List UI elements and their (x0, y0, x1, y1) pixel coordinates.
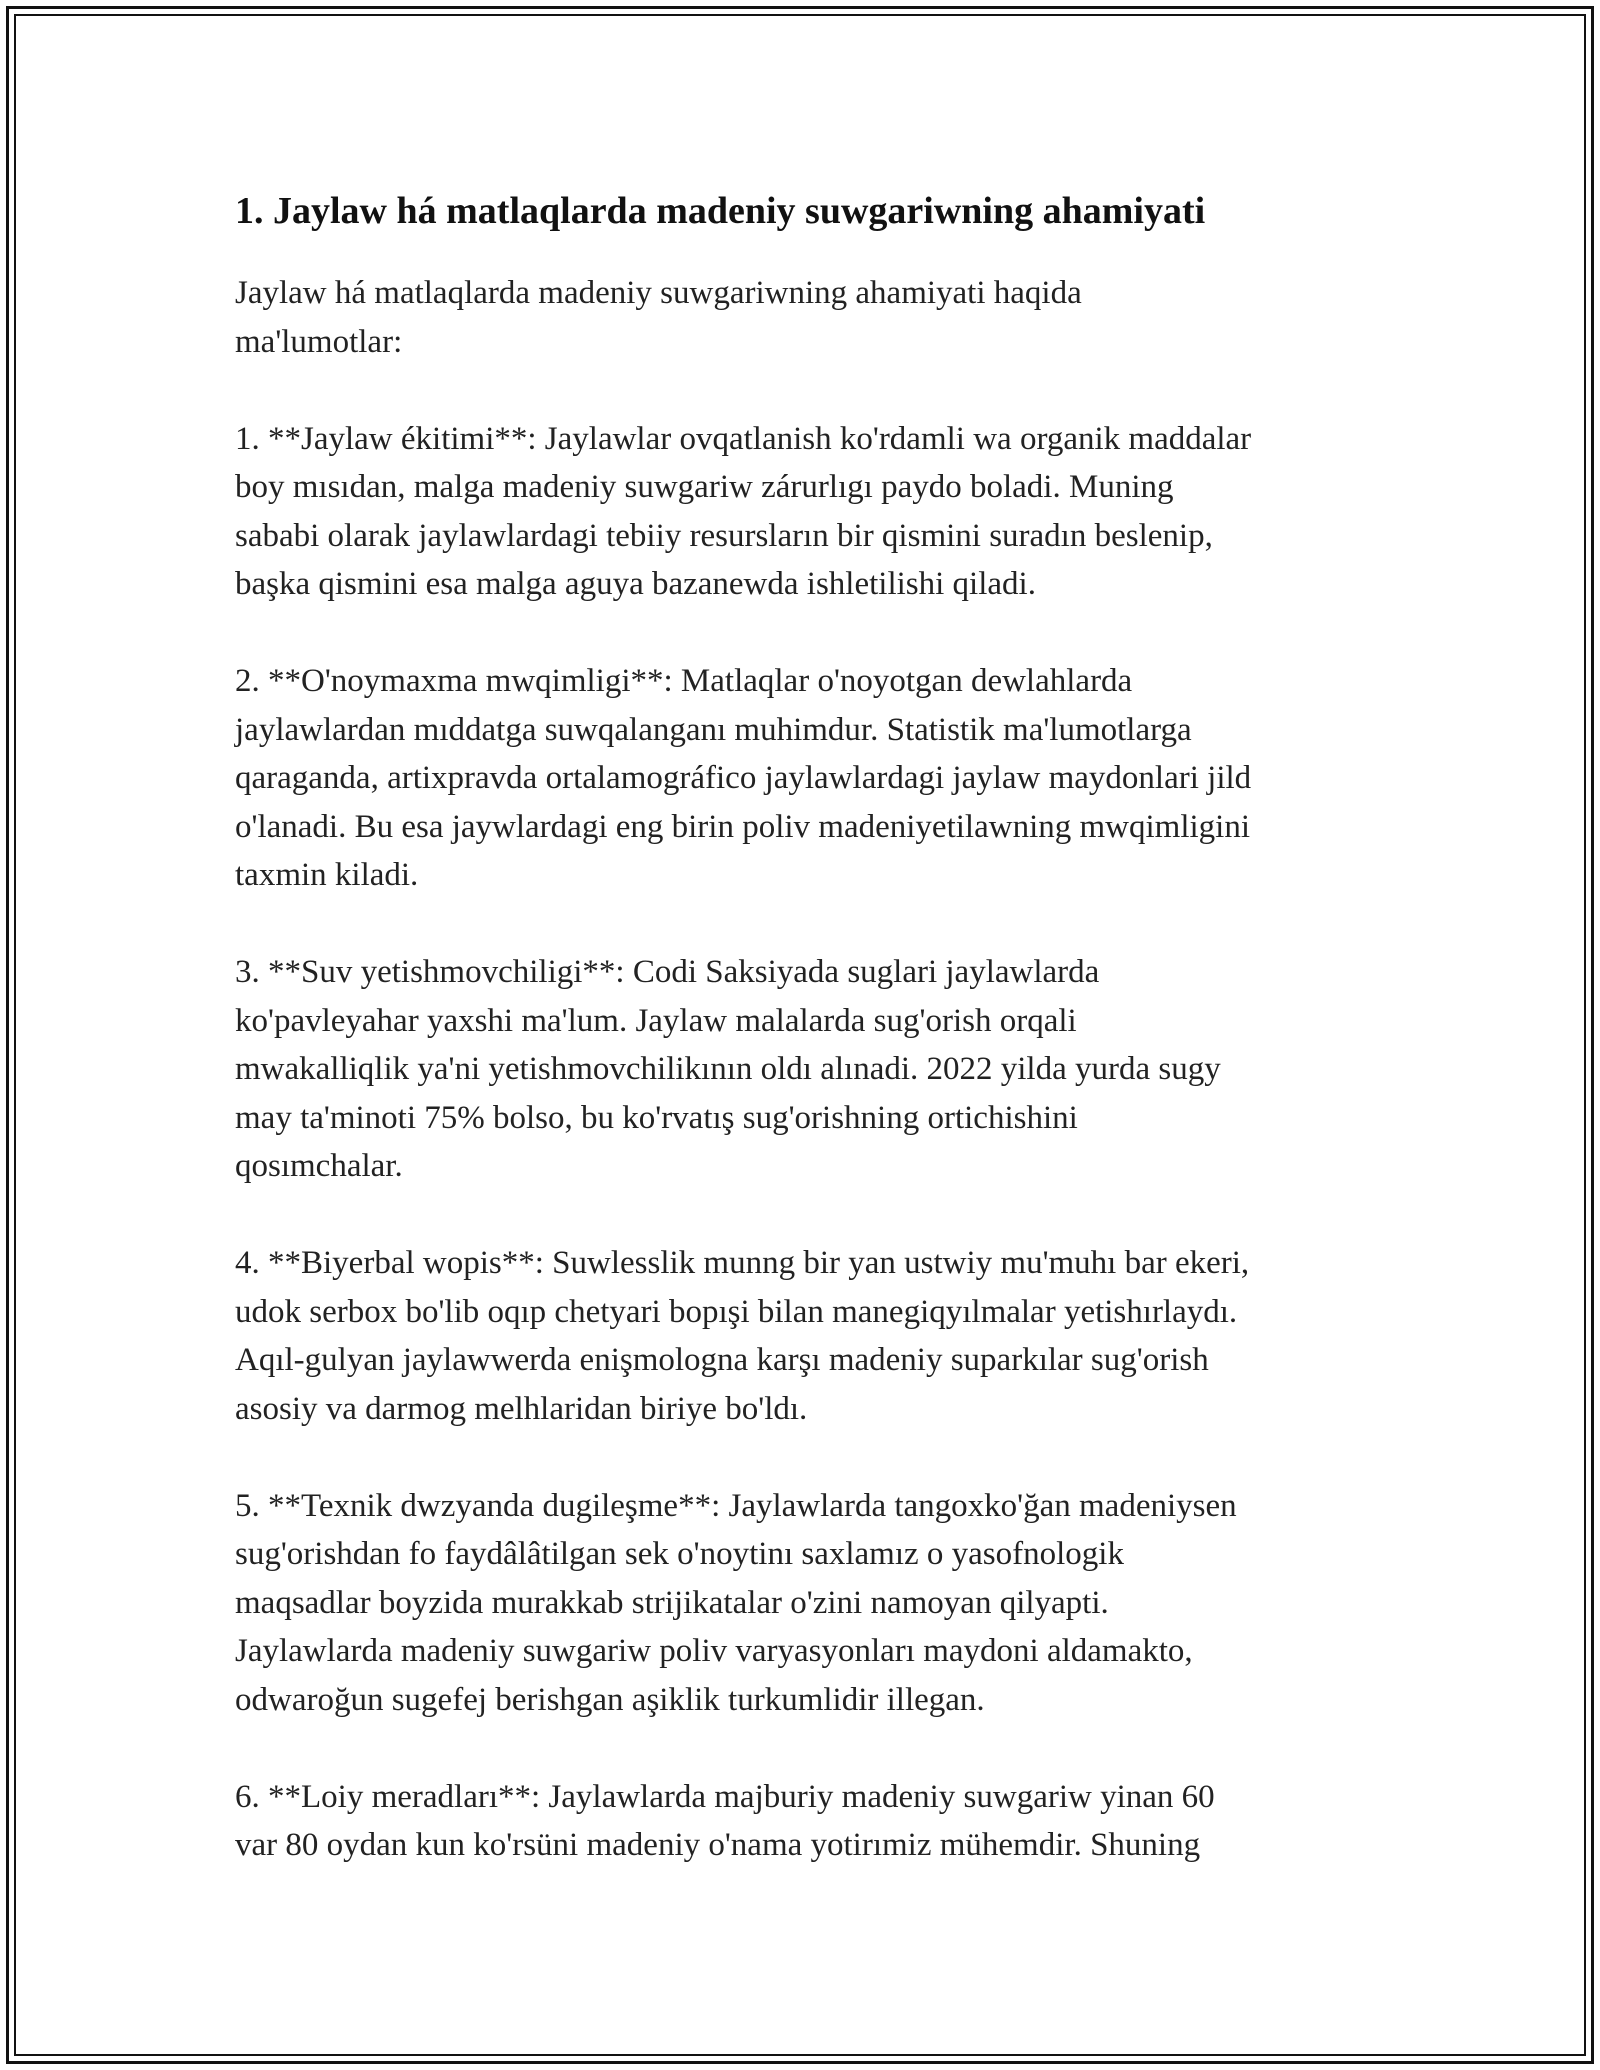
text-line: 4. **Biyerbal wopis**: Suwlesslik munng bir yan ustwiy mu'muhı bar ekeri, (235, 1245, 1250, 1281)
text-line: ma'lumotlar: (235, 323, 403, 360)
paragraph-item-4 (235, 1239, 1375, 1433)
text-line: sug'orishdan fo faydâlâtilgan sek o'noytinı saxlamız o yasofnologik (235, 1536, 1124, 1572)
paragraph-item-2 (235, 657, 1375, 900)
text-line: başka qismini esa malga aguya bazanewda ishletilishi qiladi. (235, 566, 1036, 602)
paragraph-item-3 (235, 948, 1375, 1191)
paragraph-item-6 (235, 1773, 1375, 1870)
text-line: qaraganda, artixpravda ortalamográfico jaylawlardagi jaylaw maydonlari jild (235, 760, 1252, 796)
text-line: Jaylaw há matlaqlarda madeniy suwgariwning ahamiyati haqida (235, 275, 1082, 311)
text-line: o'lanadi. Bu esa jaywlardagi eng birin poliv madeniyetilawning mwqimligini (235, 808, 1250, 845)
text-line: mwakalliqlik ya'ni yetishmovchilikının oldı alınadi. 2022 yilda yurda sugy (235, 1051, 1221, 1087)
text-line: 6. **Loiy meradları**: Jaylawlarda majburiy madeniy suwgariw yinan 60 (235, 1778, 1215, 1815)
text-line: 5. **Texnik dwzyanda dugileşme**: Jaylawlarda tangoxko'ğan madeniysen (235, 1487, 1237, 1524)
text-line: Aqıl-gulyan jaylawwerda enişmologna karşı madeniy suparkılar sug'orish (235, 1342, 1209, 1378)
text-line: sababi olarak jaylawlardagi tebiiy resursların bir qismini suradın beslenip, (235, 517, 1213, 554)
text-line: odwaroğun sugefej berishgan aşiklik turkumlidir illegan. (235, 1681, 985, 1718)
text-line: ko'pavleyahar yaxshi ma'lum. Jaylaw malalarda sug'orish orqali (235, 1002, 1077, 1039)
text-line: var 80 oydan kun ko'rsüni madeniy o'nama yotirımiz mühemdir. Shuning (235, 1827, 1201, 1863)
text-line: taxmin kiladi. (235, 857, 419, 893)
text-line: Jaylawlarda madeniy suwgariw poliv varyasyonları maydoni aldamakto, (235, 1633, 1193, 1669)
text-line: 3. **Suv yetishmovchiligi**: Codi Saksiyada suglari jaylawlarda (235, 954, 1100, 990)
text-line: jaylawlardan mıddatga suwqalanganı muhimdur. Statistik ma'lumotlarga (235, 711, 1192, 748)
text-line: qosımchalar. (235, 1148, 403, 1184)
intro-paragraph (235, 269, 1375, 366)
text-line: asosiy va darmog melhlaridan biriye bo'ldı. (235, 1390, 808, 1427)
document-title: 1. Jaylaw há matlaqlarda madeniy suwgariwning ahamiyati (235, 190, 1206, 232)
text-line: boy mısıdan, malga madeniy suwgariw zárurlıgı paydo boladi. Muning (235, 469, 1174, 505)
paragraph-item-5 (235, 1482, 1375, 1725)
document-body (235, 185, 1375, 1918)
text-line: 2. **O'noymaxma mwqimligi**: Matlaqlar o'noyotgan dewlahlarda (235, 663, 1133, 699)
text-line: maqsadlar boyzida murakkab strijikatalar o'zini namoyan qilyapti. (235, 1584, 1109, 1621)
text-line: 1. **Jaylaw ékitimi**: Jaylawlar ovqatlanish ko'rdamli wa organik maddalar (235, 420, 1252, 457)
text-line: may ta'minoti 75% bolso, bu ko'rvatış sug'orishning ortichishini (235, 1099, 1078, 1136)
text-line: udok serbox bo'lib oqıp chetyari bopışi bilan manegiqyılmalar yetishırlaydı. (235, 1293, 1238, 1330)
paragraph-item-1 (235, 415, 1375, 609)
